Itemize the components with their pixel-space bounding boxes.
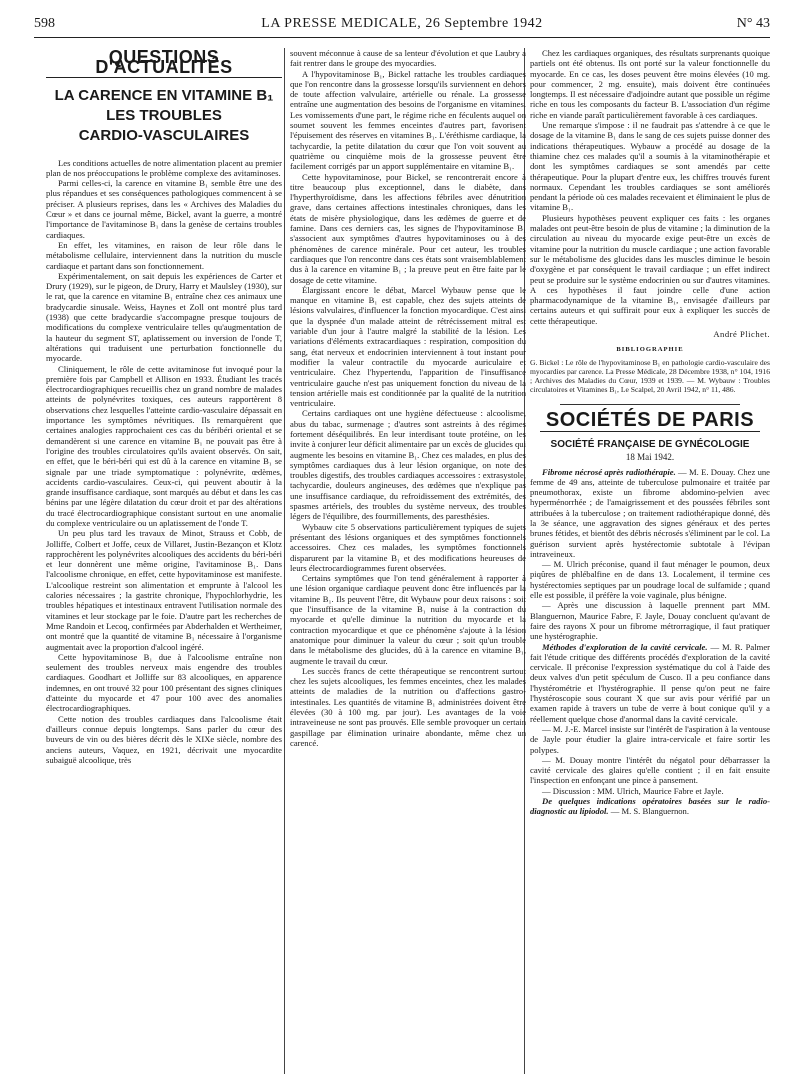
- journal-name: LA PRESSE MEDICALE,: [261, 16, 422, 31]
- section-heading: QUESTIONS D'ACTUALITÉS: [95, 48, 233, 78]
- paragraph: Parmi celles-ci, la carence en vitamine B₁ semble être une des plus répandues et ses conséquences pathologiques commencent à se préciser. A plusieurs reprises, dans les « Archives des Maladies du Cœur » et dans ce journal même, Bickel, avant la guerre, a montré l'importance de l'avitaminose B₁ dans la genèse de certains troubles cardiaques.: [46, 178, 282, 240]
- journal-title: [34, 16, 770, 32]
- page-number: 598: [34, 16, 55, 31]
- item-text: — Discussion : MM. Ulrich, Maurice Fabre et Jayle.: [542, 785, 724, 796]
- paragraph: Chez les cardiaques organiques, des résultats surprenants quoique partiels ont été obtenus. Ils ont porté sur la valeur fonctionnelle du myocarde. En ce cas, les doses peuvent être moins élevées (10 mg. pour commencer, 2 mg. ensuite), mais doivent être continuées longtemps. Il est nécessaire d'adjoindre autant que possible un régime riche en tous les composants du facteur B. L'association d'un régime riche en viande paraît particulièrement favorable à ces cardiaques.: [530, 48, 770, 120]
- paragraph: souvent méconnue à cause de sa lenteur d'évolution et que Laubry a fait rentrer dans le groupe des myocardies.: [290, 48, 526, 69]
- paragraph: Wybauw cite 5 observations particulièrement typiques de sujets présentant des lésions organiques et des symptômes fonctionnels accessoires. Chez ces malades, les symptômes fonctionnels disparurent par la vitamine B₁ et des modifications heureuses de leurs électrocardiogrammes furent observées.: [290, 521, 526, 573]
- column-2: [290, 48, 526, 1076]
- item-text: — Après une discussion à laquelle prennent part MM. Blanguernon, Maurice Fabre, F. Jayle, Douay concluent qu'avant de faire des rayons X pour un fibrome métrorragique, il faut pratiquer une hystérographie.: [530, 600, 770, 642]
- paragraph: Les succès francs de cette thérapeutique se rencontrent surtout chez les sujets alcooliques, les femmes enceintes, chez les malades atteints de maladies de la nutrition ou d'affections gastro-intestinales. Les quantités de vitamine B₁ administrées doivent être élevées (30 à 100 mg. par jour). Les avantages de la voie intraveineuse ne sont pas prouvés. Elle semble provoquer un certain gaspillage par élimination urinaire abondante, même chez un carencé.: [290, 665, 526, 748]
- article-title-line: LES TROUBLES: [106, 106, 222, 124]
- bibliography-heading: BIBLIOGRAPHIE: [616, 346, 684, 354]
- society-item: [530, 755, 770, 786]
- masthead: [34, 16, 770, 36]
- paragraph: Expérimentalement, on sait depuis les expériences de Carter et Drury (1929), sur le pigeon, de Drury, Harry et Maulsley (1930), sur le rat, que la carence en vitamine B₁ entraîne chez ces animaux une bradycardie sinusale. Weiss, Haynes et Zoll ont montré plus tard (1938) que cette bradycardie s'accompagne presque toujours de modifications du complexe ventriculaire telles qu'augmentation de la hauteur du segment ST, aplatissement ou inversion de l'onde T, altérations qui traduisent une perturbation fonctionnelle du myocarde.: [46, 270, 282, 364]
- society-item: [530, 559, 770, 600]
- item-text: — M. Ulrich préconise, quand il faut ménager le poumon, deux piqûres de phlébalfine en de dans 13. Localement, il termine ces hystérectomies septiques par un poudrage local de sulfamide ; quand elle est possible, il préfère la voie vaginale, plus bénigne.: [530, 559, 770, 601]
- society-item: [530, 642, 770, 724]
- paragraph: Une remarque s'impose : il ne faudrait pas s'attendre à ce que le dosage de la vitamine B₁ dans le sang de ces sujets puisse donner des indications thérapeutiques. Wybauw a procédé au dosage de la thiamine chez ces malades qu'il a soumis à la vitaminothérapie et dont les symptômes cardiaques se sont amendés par cette thérapeutique. Pour la plupart d'entre eux, les chiffres trouvés furent normaux. Cependant les troubles cardiaques se sont améliorés pendant la période où ces malades recevaient et éliminaient le plus de vitamine B₁.: [530, 120, 770, 213]
- item-title: Méthodes d'exploration de la cavité cervicale.: [542, 641, 708, 652]
- paragraph: En effet, les vitamines, en raison de leur rôle dans le métabolisme cellulaire, interviennent dans la nutrition du muscle cardiaque et partant dans son fonctionnement.: [46, 239, 282, 271]
- column-3: [530, 48, 770, 1076]
- paragraph: Plusieurs hypothèses peuvent expliquer ces faits : les organes malades ont peut-être besoin de plus de vitamine ; la diminution de la circulation au niveau du myocarde exige peut-être un excès de vitamine pour la nutrition du muscle cardiaque ; une action favorable sur le métabolisme des glucides dans les muscles diminue le besoin d'oxygène et par conséquent le travail cardiaque ; un effet indirect peut se produire sur le système endocrinien ou sur d'autres vitamines. A ces hypothèses il faut joindre celle d'une action pharmacodynamique de la vitamine B₁, envisagée d'ailleurs par certains auteurs et qui suffirait pour eux à expliquer les succès de cette thérapeutique.: [530, 212, 770, 326]
- society-item: [530, 467, 770, 560]
- paragraph: Cette notion des troubles cardiaques dans l'alcoolisme était d'ailleurs connue depuis longtemps. Sans parler du cœur des buveurs de vin ou des bières décrit dès le XIXe siècle, nombre des anciens auteurs, Vaquez, en 1921, décrivait une myocardite subaiguë alcoolique, très: [46, 713, 282, 765]
- section-rule: [540, 431, 760, 432]
- society-name: SOCIÉTÉ FRANÇAISE DE GYNÉCOLOGIE: [550, 438, 750, 450]
- item-title: Fibrome nécrosé après radiothérapie.: [542, 466, 676, 477]
- journal-date: 26 Septembre 1942: [425, 16, 543, 31]
- paragraph: Les conditions actuelles de notre alimentation placent au premier plan de nos préoccupations le problème complexe des avitaminoses.: [46, 157, 282, 178]
- item-title: De quelques indications opératoires basées sur le radio-diagnostic au lipiodol.: [530, 796, 770, 817]
- item-text: — M. J.-E. Marcel insiste sur l'intérêt de l'aspiration à la ventouse de Jayle pour étudier la glaire intra-cervicale et faire sortir les polypes.: [530, 723, 770, 755]
- society-item: [530, 786, 770, 796]
- paragraph: Cliniquement, le rôle de cette avitaminose fut invoqué pour la première fois par Campbell et Allison en 1933. Étudiant les tracés électrocardiographiques recueillis chez un grand nombre de malades atteints de polynévrites toxiques, ces auteurs rapportèrent 8 observations chez lesquelles l'atteinte cardio-vasculaire dépassait en importance les symptômes névritiques. Ils remarquèrent que certaines analogies rapprochaient ces cas du béribéri oriental et se demandèrent si une carence en vitamine B₁ ne pouvait pas être à l'origine des troubles circulatoires qu'ils avaient observés. On sait, en effet, que le béri-béri qui est dû à la carence en vitamine B₁ se signale par une triade symptomatique : polynévrite, œdèmes, accidents cardio-vasculaires. Ceux-ci, qui peuvent aboutir à la grande insuffisance cardiaque, sont marqués au début et dans les cas bénins par une légère dilatation du cœur droit et par des altérations du tracé électrocardiographique consistant surtout en une anomalie du complexe ventriculaire ou un aplatissement de l'onde T.: [46, 363, 282, 528]
- item-text: — M. Douay montre l'intérêt du négatol pour débarrasser la cavité cervicale des glaires qu'elle contient ; il en fait ensuite l'inspection en enfonçant une pince à pansement.: [530, 754, 770, 786]
- author-signature: André Plichet.: [713, 329, 770, 340]
- paragraph: A l'hypovitaminose B₁, Bickel rattache les troubles cardiaques que l'on rencontre dans la grossesse lorsqu'ils surviennent en dehors de toute affection valvulaire, artérielle ou rénale. La grossesse entraîne une augmentation des besoins de l'organisme en vitamines. Les vomissements d'une part, le régime riche en féculents auquel on soumet souvent les femmes enceintes d'autres part, favorisent l'épuisement des réserves en vitamines B₁. L'éréthisme cardiaque, la tachycardie, la petite dilatation du cœur que l'on voit souvent au quatrième ou cinquième mois de la grossesse peuvent être facilement corrigés par un apport supplémentaire en vitamine B₁.: [290, 68, 526, 172]
- paragraph: Certains cardiaques ont une hygiène défectueuse : alcoolisme, abus du tabac, surmenage ; d'autres sont astreints à des régimes fortement déséquilibrés. En leur interdisant toute protéine, on les invite à conjurer leur déficit alimentaire par un excès de glucides qui augmente les besoins en vitamine B₁. Chez ces malades, en plus des symptômes cardiaques dus à leur lésion organique, on note des troubles digestifs, des troubles cardiaques accessoires : extrasystole, tachycardie, douleurs angineuses, des œdèmes que n'explique pas une insuffisance cardiaque, du refroidissement des extrémités, des spasmes artériels, des troubles du système nerveux, des troubles légers de l'équilibre, des fourmillements, des paresthésies.: [290, 408, 526, 522]
- issue-number: N° 43: [736, 16, 770, 31]
- article-title-line: LA CARENCE EN VITAMINE B₁: [54, 86, 274, 104]
- paragraph: Un peu plus tard les travaux de Minot, Strauss et Cobb, de Jolliffe, Colbert et Joffe, ceux de Villaret, Justin-Bezançon et Klotz rapprochèrent les polynévrites alcooliques des accidents du béri-béri et leur donnèrent une même origine, l'avitaminose B₁. Dans l'alcoolisme chronique, en effet, cette hypovitaminose est manifeste. L'alcoolique restreint son alimentation et emprunte à l'alcool les calories nécessaires ; la gastrite chronique, l'hypochlorhydrie, les troubles hépatiques et intestinaux entravent l'utilisation normale des vitamines et leur stockage par le foie. D'autre part les recherches de Mme Randoin et Lecoq, confirmées par Abderhalden et Wertheimer, ont montré que la quantité de vitamine B₁ nécessaire à l'organisme augmentait avec la proportion d'alcool ingéré.: [46, 528, 282, 652]
- society-item: [530, 600, 770, 641]
- article-title: [46, 86, 282, 146]
- paragraph: Cette hypovitaminose, pour Bickel, se rencontrerait encore à titre beaucoup plus exceptionnel, dans le diabète, dans l'hyperthyroïdisme, dans les affections fébriles avec dénutrition grave, dans certaines affections intestinales chroniques, dans les états de misère physiologique, dans les œdèmes de guerre et de famine. Dans ces derniers cas, les signes de l'hypovitaminose B₁ s'associent aux symptômes d'autres hypovitaminoses ou à des phénomènes de carence minérale. Pour cet auteur, les troubles cardiaques que l'on rencontre dans ces états sont vraisemblablement dus à la carence en vitamine B₁ ; la preuve peut en être faite par le dosage de cette vitamine.: [290, 171, 526, 285]
- header-rule: [34, 37, 770, 38]
- societies-heading: SOCIÉTÉS DE PARIS: [545, 408, 755, 431]
- bibliography: G. Bickel : Le rôle de l'hypovitaminose B₁ en pathologie cardio-vasculaire des myocardies par carence. La Presse Médicale, 28 Décembre 1938, n° 104, 1916 ; Archives des Maladies du Cœur, 1939 et 1939. — M. Wybauw : Troubles circulatoires et Vitamines B₁, Le Scalpel, 20 Avril 1942, n° 11, 486.: [530, 357, 770, 394]
- column-1: [46, 48, 282, 1076]
- item-text: — M. R. Palmer fait l'étude critique des différents procédés d'exploration de la cavité cervicale. Il préconise l'expression systématique du col à l'aide des deux valves d'un petit spéculum de Cusco. Il a peu confiance dans l'hystérométrie et l'hystérographie. Il pense qu'on peut ne faire l'hystéroscopie sous courant X que sur avis pour vérifié par un examen rapide à travers un tube de verre à bout conique qu'il y a réellement quelque chose d'anormal dans la cavité cervicale.: [530, 641, 770, 724]
- paragraph: Cette hypovitaminose B₁ due à l'alcoolisme entraîne non seulement des troubles nerveux mais engendre des troubles cardiaques. Goodhart et Jolliffe sur 83 alcooliques, en apparence indemnes, en ont trouvé 32 pour 100 présentant des signes cliniques d'atteinte du myocarde et 47 pour 100 avec des anomalies électrocardiographiques.: [46, 651, 282, 714]
- society-item: [530, 724, 770, 755]
- item-text: — M. E. Douay. Chez une femme de 49 ans, atteinte de tuberculose pulmonaire et traitée par pneumothorax, existe un fibrome abdomino-pelvien avec hyperménorrhée ; de l'amaigrissement et des poussées fébriles sont attribuées à la tuberculose ; on traitement radiothérapique donné, dès la 3e séance, une aggravation des signes généraux et des pertes brunes fétides, et bientôt des débris nécrosés s'éliminent par le col. La guérison survient après hystérectomie subtotale à l'évipan intraveineux.: [530, 466, 770, 559]
- session-date: 18 Mai 1942.: [625, 452, 675, 463]
- column-divider: [284, 48, 285, 1074]
- society-item: [530, 796, 770, 817]
- section-divider: [560, 404, 740, 405]
- paragraph: Certains symptômes que l'on tend généralement à rapporter à une lésion organique cardiaque peuvent donc être influencés par la vitamine B₁. Ils peuvent l'être, dit Wybauw pour deux raisons : soit que l'insuffisance de la vitamine B₁ nuise à la contraction du myocarde et qu'elle diminue la nutrition du myocarde et la contraction myocardique et que ce phénomène s'ajoute à la lésion anatomique pour diminuer la valeur du cœur ; soit qu'un trouble dans le métabolisme des glucides, dû à la carence en vitamine B₁, augmente le travail du cœur.: [290, 573, 526, 666]
- paragraph: Élargissant encore le débat, Marcel Wybauw pense que le manque en vitamine B₁ est capable, chez des sujets atteints de lésions valvulaires, d'influencer la fonction myocardique. C'est ainsi que la dyspnée d'un malade atteint de rétrécissement mitral est variable d'un jour à l'autre malgré la stabilité de la lésion. Les variations d'éléments extracardiaques : respiration, composition du sang, état nerveux et endocrinien interviennent à tout instant pour modifier la valeur contractile du myocarde auriculaire et ventriculaire. Chez l'hypertendu, l'apparition de l'insuffisance ventriculaire gauche n'est pas uniquement fonction du niveau de la tension artérielle mais est conditionnée par la qualité de la nutrition ventriculaire.: [290, 284, 526, 409]
- item-text: — M. S. Blanguernon.: [608, 806, 690, 817]
- article-title-line: CARDIO-VASCULAIRES: [78, 126, 250, 144]
